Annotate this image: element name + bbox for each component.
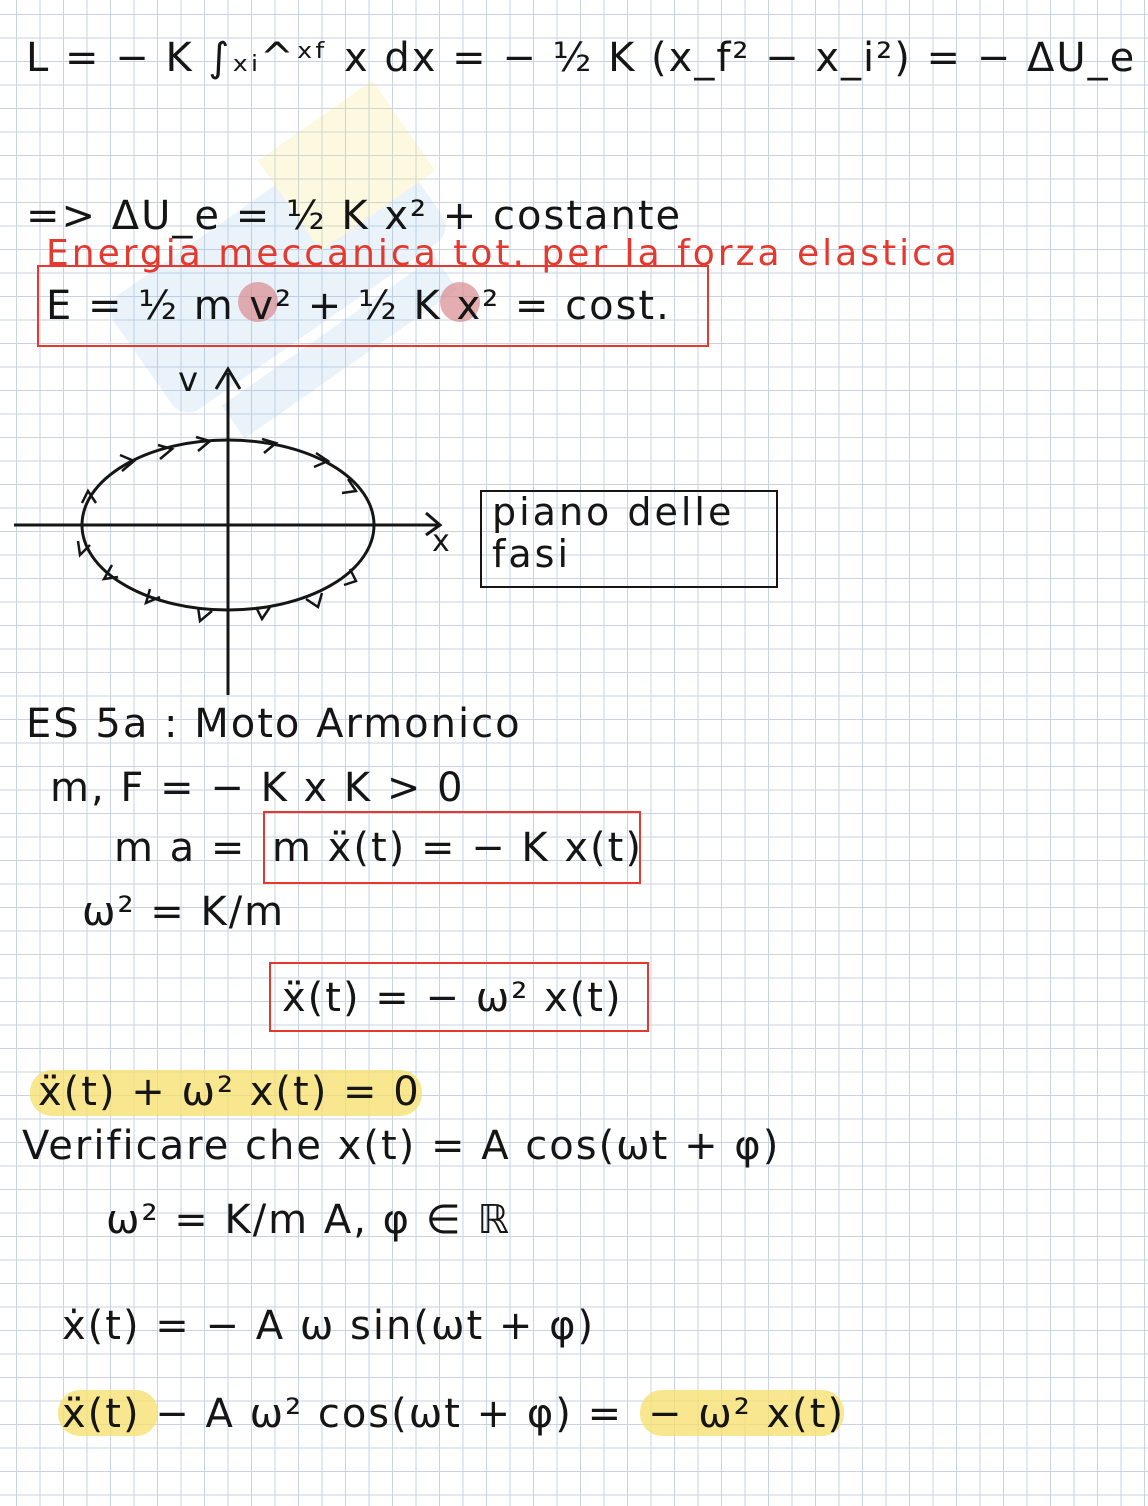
first-derivative: ẋ(t) = − A ω sin(ωt + φ) bbox=[62, 1303, 596, 1349]
phase-label-line2: fasi bbox=[492, 531, 572, 576]
example-title: ES 5a : Moto Armonico bbox=[26, 701, 522, 747]
v-axis-label: v bbox=[178, 360, 199, 400]
ode-equation: ẍ(t) = − ω² x(t) bbox=[282, 975, 623, 1021]
example-force: m, F = − K x K > 0 bbox=[50, 765, 465, 811]
omega-definition: ω² = K/m bbox=[82, 889, 286, 935]
second-derivative-result: − ω² x(t) bbox=[648, 1391, 846, 1437]
ode-homogeneous: ẍ(t) + ω² x(t) = 0 bbox=[38, 1069, 421, 1115]
second-derivative: ẍ(t) − A ω² cos(ωt + φ) = bbox=[62, 1391, 624, 1437]
verify-line: Verificare che x(t) = A cos(ωt + φ) bbox=[22, 1123, 781, 1169]
verify-params: ω² = K/m A, φ ∈ ℝ bbox=[106, 1197, 511, 1243]
x-axis-label: x bbox=[432, 524, 450, 559]
potential-energy-line: => ΔU_e = ½ K x² + costante bbox=[26, 193, 683, 239]
phase-label-line1: piano delle bbox=[492, 490, 735, 534]
newton-equation: m ẍ(t) = − K x(t) bbox=[272, 825, 643, 871]
phase-plane-diagram bbox=[0, 355, 480, 700]
newton-left: m a = bbox=[114, 825, 247, 871]
energy-heading: Energia meccanica tot. per la forza elastica bbox=[46, 233, 960, 274]
phase-label bbox=[492, 492, 734, 576]
energy-formula: E = ½ m v² + ½ K x² = cost. bbox=[46, 283, 671, 329]
work-integral-line: L = − K ∫ₓᵢ^ˣᶠ x dx = − ½ K (x_f² − x_i²) = − ΔU_e bbox=[26, 35, 1137, 81]
